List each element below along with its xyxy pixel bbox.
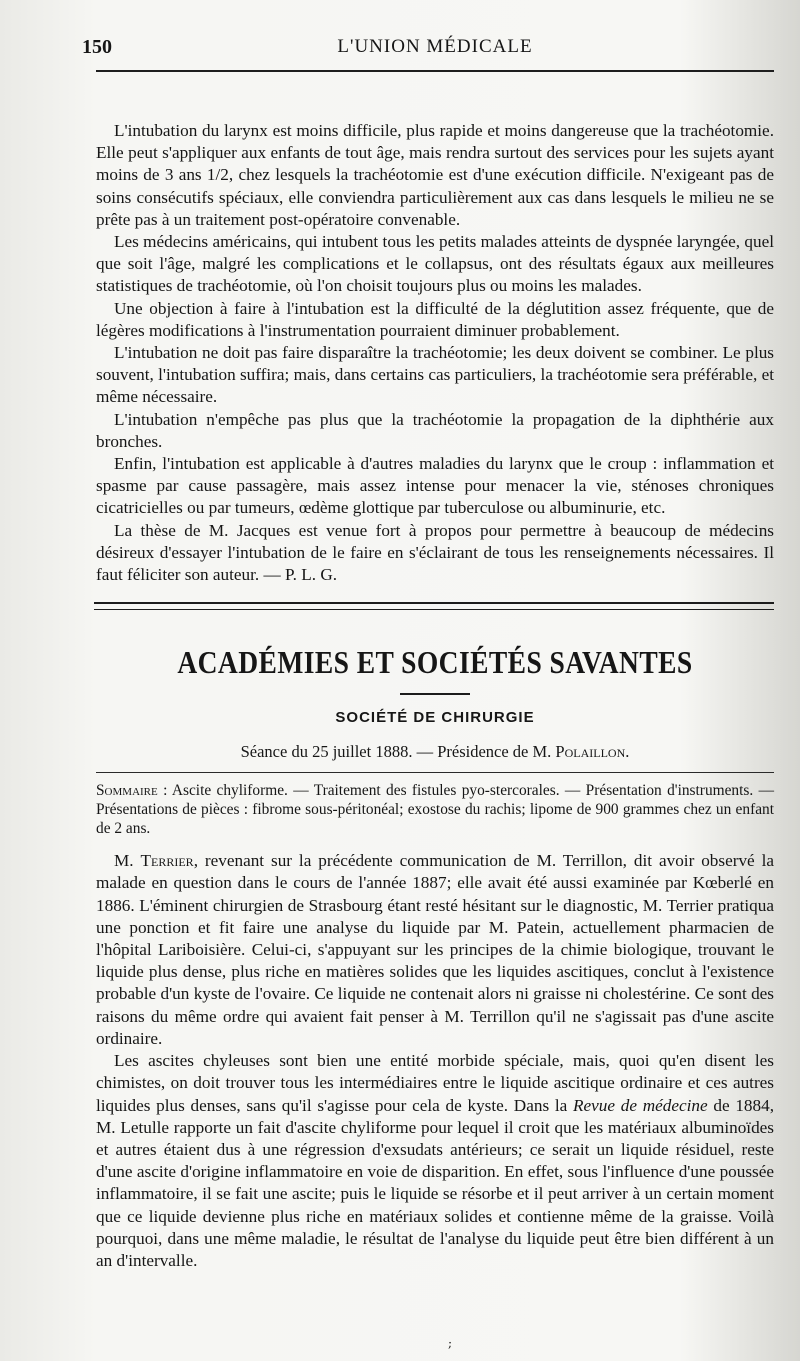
session-suffix: .: [625, 742, 630, 762]
session-date: Séance du 25 juillet 1888. — Présidence de M.: [240, 742, 556, 762]
paragraph: Les médecins américains, qui intubent tous les petits malades atteints de dyspnée laryngée, quel que soit l'âge, malgré les complications et le collapsus, ont des résultats égaux aux meilleures statistiques de trachéotomie, où l'on choisit toujours plus ou moins les malades.: [96, 232, 774, 296]
title-rule: [400, 693, 470, 695]
paragraph-text: de 1884, M. Letulle rapporte un fait d'ascite chyliforme pour lequel il croit que les matériaux albuminoïdes et autres étaient dus à une régression d'exsudats antérieurs; ce serait un liquide résiduel, reste d'une ascite d'origine inflammatoire en voie de disparition. En effet, sous l'influence d'une poussée inflammatoire, il se fait une ascite; puis le liquide se résorbe et il peut arriver à un certain moment que ce liquide devienne plus riche en matériaux solides et contienne même de la graisse. Voilà pourquoi, dans une même maladie, le résultat de l'analyse du liquide peut être bien différent à un an d'intervalle.: [96, 1095, 774, 1270]
summary-text: : Ascite chyliforme. — Traitement des fistules pyo-stercorales. — Présentation d'instruments. — Présentations de pièces : fibrome sous-péritonéal; exostose du rachis; lipome de 900 grammes chez un enfant de 2 ans.: [96, 782, 774, 838]
section-title: ACADÉMIES ET SOCIÉTÉS SAVANTES: [177, 644, 693, 681]
paragraph: L'intubation n'empêche pas plus que la trachéotomie la propagation de la diphthérie aux bronches.: [96, 409, 774, 451]
speaker-name: Terrier: [140, 851, 194, 871]
footer-mark: ;: [448, 1336, 453, 1350]
session-line: [96, 742, 774, 762]
paragraph: L'intubation ne doit pas faire disparaître la trachéotomie; les deux doivent se combiner. Le plus souvent, l'intubation suffira; mais, dans certains cas particuliers, la trachéotomie sera préférable, et même nécessaire.: [96, 343, 774, 407]
paragraph: La thèse de M. Jacques est venue fort à propos pour permettre à beaucoup de médecins désireux d'essayer l'intubation de le faire en s'éclairant de tous les renseignements nécessaires. Il faut féliciter son auteur. — P. L. G.: [96, 520, 774, 585]
section-divider: [94, 602, 774, 610]
paragraph: Une objection à faire à l'intubation est la difficulté de la déglutition assez fréquente, que de légères modifications à l'instrumentation pourraient diminuer probablement.: [96, 298, 774, 340]
paragraph: Enfin, l'intubation est applicable à d'autres maladies du larynx que le croup : inflammation et spasme par cause passagère, mais assez intense pour menacer la vie, sténoses chroniques cicatricielles ou par tumeurs, œdème glottique par tuberculose ou albuminurie, etc.: [96, 454, 774, 518]
paragraph-text: Les ascites chyleuses sont bien une entité morbide spéciale, mais, quoi qu'en disent les chimistes, on doit trouver tous les intermédiaires entre le liquide ascitique ordinaire et ces autres liquides plus denses, sans qu'il s'agisse pour cela de kyste. Dans la: [96, 1051, 774, 1115]
paragraph: [96, 1050, 774, 1272]
paragraph: [96, 850, 774, 1050]
summary-label: Sommaire: [96, 782, 158, 800]
article-conclusion: [96, 120, 774, 586]
paragraph-text: , revenant sur la précédente communication de M. Terrillon, dit avoir observé la malade en question dans le cours de l'année 1887; elle avait été aussi examinée par Kœberlé en 1886. L'éminent chirurgien de Strasbourg étant resté hésitant sur le diagnostic, M. Terrier pratiqua une ponction et fit faire une analyse du liquide par M. Patein, actuellement pharmacien de l'hôpital Lariboisière. Celui-ci, s'appuyant sur les principes de la chimie biologique, trouvant le liquide plus dense, plus riche en matières solides que les liquides ascitiques, conclut à l'existence probable d'un kyste de l'ovaire. Ce liquide ne contenait alors ni graisse ni cholestérine. Ce sont des raisons du même ordre qui avaient fait penser à M. Terrillon qu'il ne s'agissait pas d'une ascite ordinaire.: [96, 851, 774, 1048]
running-head: [82, 30, 774, 72]
page-number: 150: [82, 36, 112, 58]
summary: [96, 772, 774, 838]
journal-reference: Revue de médecine: [573, 1095, 708, 1115]
speaker-prefix: M.: [114, 851, 141, 871]
paragraph: L'intubation du larynx est moins difficile, plus rapide et moins dangereuse que la trachéotomie. Elle peut s'appliquer aux enfants de tout âge, mais rendra surtout des services pour les sujets ayant moins de 3 ans 1/2, chez lesquels la trachéotomie est d'une exécution difficile. N'exigeant pas de soins consécutifs spéciaux, elle conviendra particulièrement aux cas dans lesquels le milieu ne se prête pas à un traitement post-opératoire convenable.: [96, 121, 774, 229]
journal-title: L'UNION MÉDICALE: [337, 36, 533, 57]
session-report: [96, 850, 774, 1272]
president-name: Polaillon: [555, 742, 626, 762]
society-title: SOCIÉTÉ DE CHIRURGIE: [335, 709, 535, 727]
